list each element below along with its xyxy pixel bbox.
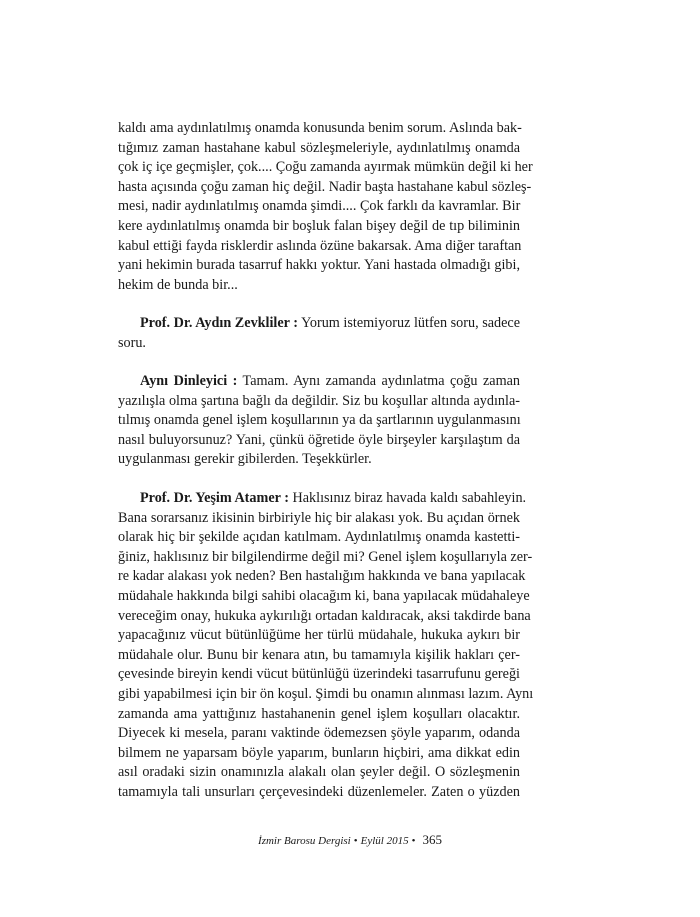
text-line: ğiniz, haklısınız bir bilgilendirme değil mi? Genel işlem koşullarıyla zer-: [118, 548, 533, 565]
text-line: nasıl buluyorsunuz? Yani, çünkü öğretide öyle birşeyler karşılaştım da: [118, 431, 520, 448]
journal-issue: Eylül 2015: [360, 835, 409, 847]
paragraph-continuation: [118, 119, 533, 295]
paragraph-yesim-atamer: [118, 489, 534, 803]
text-line: müdahale olur. Bunu bir kenara atın, bu tamamıyla kişilik hakları çer-: [118, 646, 520, 663]
text-line-first: [118, 314, 520, 334]
text-line: müdahale hakkında bilgi sahibi olacağım ki, bana yapılacak müdahaleye: [118, 587, 530, 604]
text-line: hasta açısında çoğu zaman hiç değil. Nadir başta hastahane kabul sözleş-: [118, 178, 532, 195]
paragraph-aydin-zevkliler: [118, 314, 520, 353]
journal-name: İzmir Barosu Dergisi: [258, 835, 351, 847]
text-line: olarak hiç bir şekilde açıdan katılmam. Aydınlatılmış onamda kastetti-: [118, 529, 520, 546]
text-line: kabul ettiği fayda risklerdir aslında özüne bakarsak. Ama diğer taraftan: [118, 237, 522, 254]
text-line-first: [118, 372, 520, 392]
text-line: kere aydınlatılmış onamda bir boşluk falan bişey değil de tıp biliminin: [118, 217, 520, 234]
footer-separator: •: [353, 835, 358, 847]
text-line: zamanda ama yattığınız hastahanenin genel işlem koşulları olacaktır.: [118, 705, 520, 722]
text-line: uygulanması gerekir gibilerden. Teşekkürler.: [118, 451, 372, 468]
text-line: vereceğim onay, hukuka aykırılığı ortadan kaldıracak, aksi takdirde bana: [118, 607, 531, 624]
footer-separator: •: [411, 835, 416, 847]
text-line: asıl oradaki sizin onamınızla alakalı olan şeyler değil. O sözleşmenin: [118, 764, 520, 781]
speaker-name: Prof. Dr. Yeşim Atamer :: [140, 490, 289, 506]
text-line: çok iç içe geçmişler, çok.... Çoğu zamanda ayırmak mümkün değil ki her: [118, 159, 533, 176]
text-line: yapacağınız vücut bütünlüğüme her türlü müdahale, hukuka aykırı bir: [118, 627, 520, 644]
text-line: kaldı ama aydınlatılmış onamda konusunda benim sorum. Aslında bak-: [118, 120, 522, 136]
text-line: Bana sorarsanız ikisinin birbiriyle hiç bir alakası yok. Bu açıdan örnek: [118, 509, 520, 526]
page-footer: [0, 832, 700, 848]
speech-text: Tamam. Aynı zamanda aydınlatma çoğu zaman: [237, 373, 521, 389]
speaker-name: Aynı Dinleyici :: [140, 373, 238, 389]
text-line: soru.: [118, 334, 146, 351]
text-line: mesi, nadir aydınlatılmış onamda şimdi.... Çok farklı da kavramlar. Bir: [118, 198, 521, 215]
text-line: yazılışla olma şartına bağlı da değildir. Siz bu koşullar altında aydınla-: [118, 392, 520, 409]
text-line: re kadar alakası yok neden? Ben hastalığım hakkında ve bana yapılacak: [118, 568, 526, 585]
speaker-name: Prof. Dr. Aydın Zevkliler :: [140, 315, 299, 331]
paragraph-ayni-dinleyici: [118, 372, 520, 470]
speech-text: Yorum istemiyoruz lütfen soru, sadece: [298, 315, 520, 331]
text-line-first: [118, 489, 527, 509]
text-line: çevesinde bireyin kendi vücut bütünlüğü üzerindeki tasarrufunu gereği: [118, 666, 520, 683]
text-line: Diyecek ki mesela, paranı vaktinde ödemezsen şöyle yaparım, odanda: [118, 725, 520, 742]
text-line: yani hekimin burada tasarruf hakkı yoktur. Yani hastada olmadığı gibi,: [118, 257, 520, 274]
text-line: hekim de bunda bir...: [118, 276, 238, 293]
text-line: tığımız zaman hastahane kabul sözleşmeleriyle, aydınlatılmış onamda: [118, 139, 520, 156]
text-line: tılmış onamda genel işlem koşullarının ya da şartlarının uygulanmasını: [118, 412, 521, 429]
text-line: tamamıyla tali unsurları çerçevesindeki düzenlemeler. Zaten o yüzden: [118, 783, 520, 800]
text-line: bilmem ne yaparsam böyle yaparım, bunların hiçbiri, ama dikkat edin: [118, 744, 520, 761]
page-number: 365: [422, 832, 442, 847]
text-line: gibi yapabilmesi için bir ön koşul. Şimdi bu onamın alınması lazım. Aynı: [118, 685, 534, 702]
speech-text: Haklısınız biraz havada kaldı sabahleyin.: [288, 490, 527, 506]
